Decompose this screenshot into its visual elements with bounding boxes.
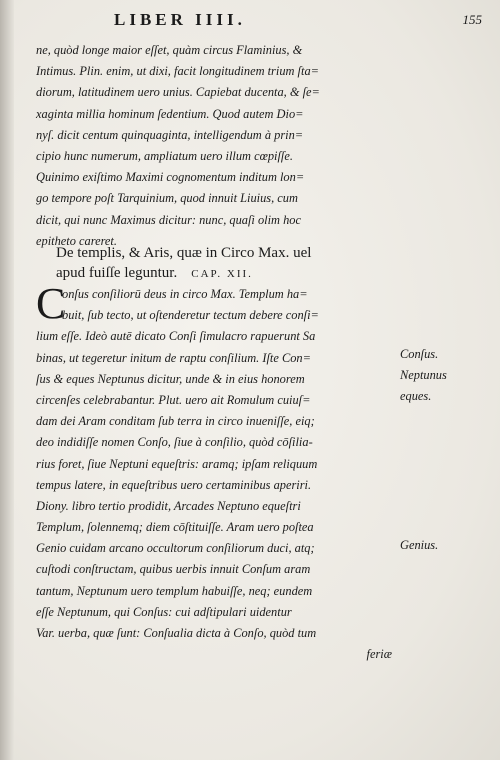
- text-line: deo indidiſſe nomen Conſo, ſiue à conſilio, quòd cōſilia-: [36, 435, 313, 450]
- text-line: Templum, ſolennemq; diem cōſtituiſſe. Aram uero poſtea: [36, 520, 314, 535]
- margin-note-genius: Genius.: [400, 538, 439, 552]
- text-line: tantum, Neptunum uero templum habuiſſe, neq; eundem: [36, 583, 313, 598]
- text-line: nyſ. dicit centum quinquaginta, intelligendum à prin=: [36, 127, 304, 142]
- text-line: cuſtodi conſtructam, quibus uerbis innuit Conſum aram: [36, 562, 311, 577]
- page-number: 155: [462, 12, 482, 27]
- text-line: ſus & eques Neptunus dicitur, unde & in eius honorem: [36, 371, 305, 386]
- text-line: rius foret, ſiue Neptuni equeſtris: aramq; ipſam reliquum: [36, 456, 318, 471]
- text-line: dam dei Aram conditam ſub terra in circo inueniſſe, eiq;: [36, 414, 315, 429]
- margin-notes: [400, 0, 496, 760]
- text-line: ne, quòd longe maior eſſet, quàm circus Flaminius, &: [36, 43, 303, 57]
- section-1-text: [36, 40, 396, 252]
- chapter-heading: [56, 244, 386, 284]
- text-line: Intimus. Plin. enim, ut dixi, facit longitudinem trium ſta=: [36, 64, 320, 79]
- page-gutter-shadow: [0, 0, 14, 760]
- text-line: cipio hunc numerum, ampliatum uero illum cœpiſſe.: [36, 148, 293, 163]
- text-line: lium eſſe. Ideò autē dicato Conſi ſimulacro rapuerunt Sa: [36, 329, 316, 344]
- text-line: Genio cuidam arcano occultorum conſiliorum duci, atq;: [36, 541, 315, 556]
- text-line: onſus conſiliorū deus in circo Max. Templum ha=: [62, 287, 308, 301]
- chapter-title-line-1: De templis, & Aris, quæ in Circo Max. uel: [56, 245, 312, 261]
- text-line: Diony. libro tertio prodidit, Arcades Neptuno equeſtri: [36, 498, 301, 513]
- chapter-title-line-2: [56, 264, 386, 285]
- chapter-number: CAP. XII.: [191, 267, 253, 280]
- text-line: xaginta millia hominum ſedentium. Quod autem Dio=: [36, 106, 304, 121]
- text-line: dicit, qui nunc Maximus dicitur: nunc, quaſi olim hoc: [36, 212, 301, 227]
- margin-note-eques: eques.: [400, 389, 432, 403]
- catchword: feriæ: [366, 647, 392, 662]
- margin-note-neptunus: Neptunus: [400, 368, 447, 382]
- text-line: Quinimo exiſtimo Maximi cognomentum inditum lon=: [36, 170, 305, 185]
- text-line: diorum, latitudinem uero unius. Capiebat ducenta, & ſe=: [36, 85, 320, 100]
- text-line: tempus latere, in equeſtribus uero certaminibus aperiri.: [36, 477, 312, 492]
- drop-cap-initial: C: [36, 279, 66, 328]
- text-line: go tempore poſt Tarquinium, quod innuit Liuius, cum: [36, 191, 298, 206]
- text-line: binas, ut tegeretur initum de raptu conſilium. Iſte Con=: [36, 350, 311, 365]
- chapter-title-text: apud fuiſſe leguntur.: [56, 264, 178, 281]
- margin-note-consus: Conſus.: [400, 347, 439, 361]
- section-2-text: [36, 279, 396, 665]
- text-line: eſſe Neptunum, qui Conſus: cui adſtipulari uidentur: [36, 604, 292, 619]
- text-line: buit, ſub tecto, ut oſtenderetur tectum debere conſi=: [62, 308, 319, 323]
- text-line: epitheto careret.: [36, 233, 117, 248]
- text-line: Var. uerba, quæ ſunt: Conſualia dicta à Conſo, quòd tum: [36, 626, 317, 640]
- running-head: LIBER IIII.: [114, 10, 246, 29]
- text-line: circenſes celebrabantur. Plut. uero ait Romulum cuiuſ=: [36, 392, 311, 407]
